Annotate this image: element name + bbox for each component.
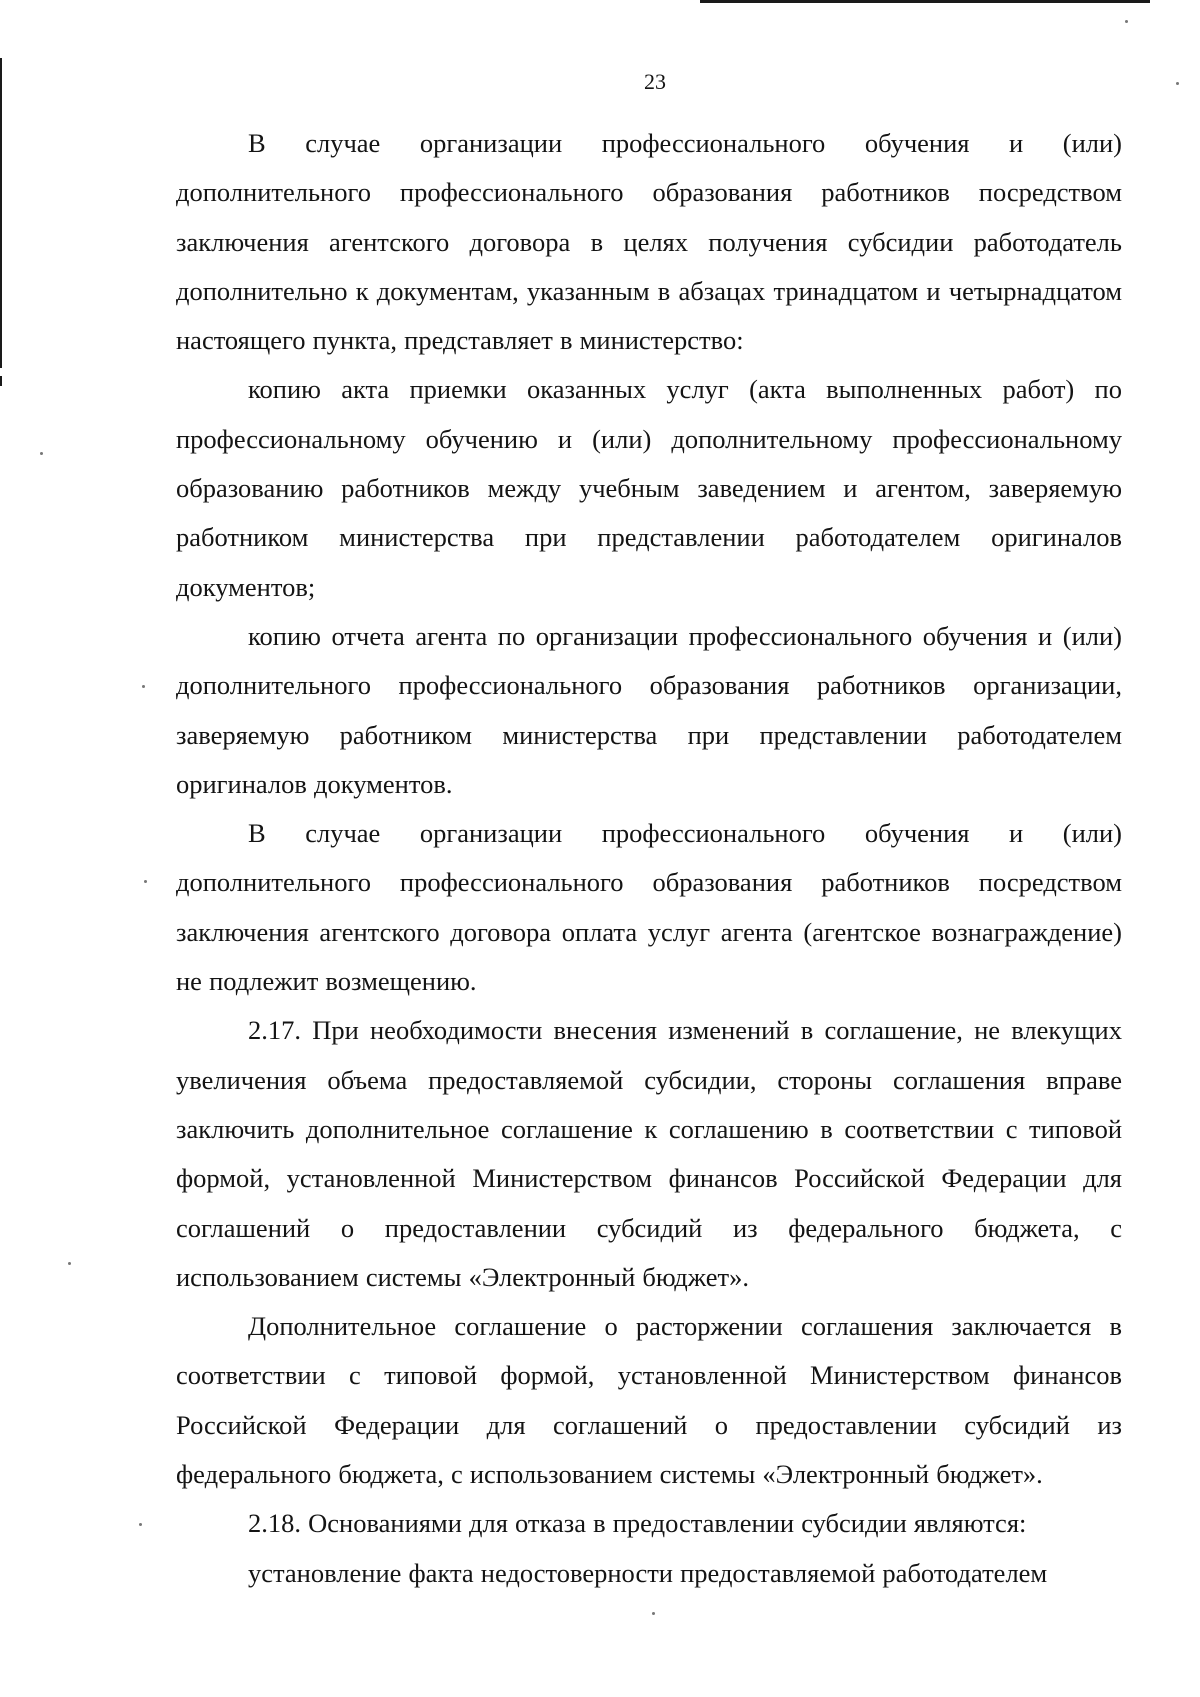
paragraph-termination-agreement: Дополнительное соглашение о расторжении соглашения заключается в соответствии с типовой формой, установленной Министерством финансов Российской Федерации для соглашений о предоставлении субсидий из федерального бюджета, с использованием системы «Электронный бюджет». (176, 1311, 1122, 1490)
scan-speck (1125, 20, 1128, 23)
scan-speck (144, 880, 147, 883)
scan-edge-left (0, 58, 2, 368)
paragraph-agent-contract-documents: В случае организации профессионального обучения и (или) дополнительного профессионального образования работников посредством заключения агентского договора в целях получения субсидии работодатель дополнительно к документам, указанным в абзацах тринадцатом и четырнадцатом настоящего пункта, представляет в министерство: (176, 128, 1122, 356)
page-number: 23 (644, 69, 666, 94)
scan-speck (142, 685, 145, 688)
scan-edge-left-fragment (0, 376, 2, 386)
scan-edge-top (700, 0, 1150, 3)
scan-speck (68, 1262, 71, 1265)
paragraph-2-17-additional-agreement: 2.17. При необходимости внесения изменений в соглашение, не влекущих увеличения объема предоставляемой субсидии, стороны соглашения вправе заключить дополнительное соглашение к соглашению в соответствии с типовой формой, установленной Министерством финансов Российской Федерации для соглашений о предоставлении субсидий из федерального бюджета, с использованием системы «Электронный бюджет». (176, 1015, 1122, 1292)
scan-speck (40, 452, 43, 455)
scan-speck (139, 1523, 142, 1526)
paragraph-false-information: установление факта недостоверности предоставляемой работодателем (248, 1557, 1048, 1588)
paragraph-agent-report-copy: копию отчета агента по организации профессионального обучения и (или) дополнительного профессионального образования работников организации, заверяемую работником министерства при представлении работодателем оригиналов документов. (176, 620, 1122, 799)
paragraph-agent-fee-not-reimbursed: В случае организации профессионального обучения и (или) дополнительного профессионального образования работников посредством заключения агентского договора оплата услуг агента (агентское вознаграждение) не подлежит возмещению. (176, 818, 1122, 997)
paragraph-acceptance-act-copy: копию акта приемки оказанных услуг (акта выполненных работ) по профессиональному обучению и (или) дополнительному профессиональному образованию работников между учебным заведением и агентом, заверяемую работником министерства при представлении работодателем оригиналов документов; (176, 374, 1122, 602)
document-body (176, 119, 1122, 1598)
paragraph-2-18-refusal-grounds: 2.18. Основаниями для отказа в предоставлении субсидии являются: (248, 1508, 1027, 1539)
scan-speck (652, 1612, 655, 1615)
